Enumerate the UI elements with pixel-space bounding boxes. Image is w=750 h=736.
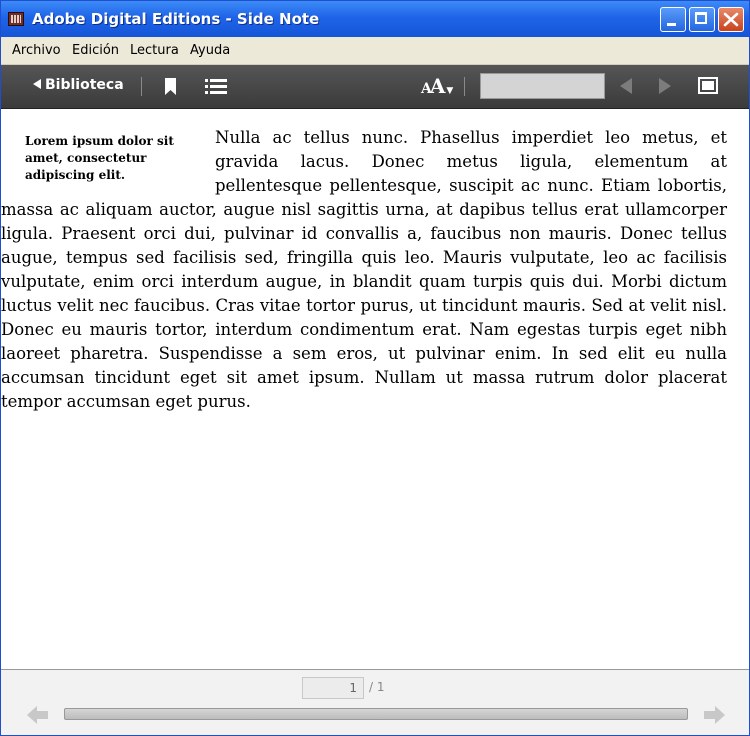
- body-paragraph: Nulla ac tellus nunc. Phasellus imperdiet leo metus, et gravida lacus. Donec metus ligula, elementum at pellentesque pellentesque, suscipit ac nunc. Etiam lobortis, massa ac aliquam auctor, augue nisl sagittis urna, at dapibus tellus erat ullamcorper ligula. Praesent orci dui, pulvinar id convallis a, faucibus non mauris. Donec tellus augue, tempus sed facilisis sed, fringilla quis leo. Mauris vulputate, leo ac facilisis vulputate, enim orci interdum augue, in blandit quam turpis quis dui. Morbi dictum luctus velit nec faucibus. Cras vitae tortor purus, ut tincidunt mauris. Sed at velit nisl. Donec eu mauris tortor, interdum condimentum erat. Nam egestas turpis eget nibh laoreet pharetra. Suspendisse a sem eros, ut pulvinar enim. In sed elit eu nulla accumsan tincidunt eget sit amet ipsum. Nullam ut massa rutrum dolor placerat tempor accumsan eget purus.: [1, 128, 727, 411]
- window-title: Adobe Digital Editions - Side Note: [32, 10, 320, 28]
- close-icon: [723, 12, 739, 27]
- list-icon[interactable]: [205, 79, 227, 94]
- menu-bar: [1, 37, 749, 65]
- font-size-icon[interactable]: AA ▼: [421, 74, 454, 98]
- page-navigation-footer: [1, 669, 749, 736]
- previous-page-arrow-icon[interactable]: [27, 706, 49, 724]
- page-number-input[interactable]: 1: [302, 677, 364, 699]
- menu-ayuda[interactable]: Ayuda: [190, 43, 231, 58]
- toolbar-divider: [141, 77, 142, 96]
- fullscreen-icon[interactable]: [698, 77, 718, 94]
- bookmark-icon[interactable]: [165, 78, 176, 95]
- next-page-icon[interactable]: [659, 78, 671, 94]
- search-input[interactable]: [480, 73, 605, 99]
- maximize-button[interactable]: [689, 7, 715, 32]
- library-button[interactable]: [33, 77, 124, 93]
- document-page: [1, 109, 749, 669]
- menu-edicion[interactable]: Edición: [72, 43, 120, 58]
- toolbar-divider: [464, 77, 465, 96]
- left-triangle-icon: [33, 79, 41, 89]
- library-label: Biblioteca: [45, 77, 124, 93]
- previous-page-icon[interactable]: [620, 78, 632, 94]
- page-total: / 1: [369, 680, 385, 694]
- app-icon[interactable]: [8, 12, 24, 26]
- side-note: Lorem ipsum dolor sit amet, consectetur adipiscing elit.: [25, 134, 174, 182]
- next-page-arrow-icon[interactable]: [703, 706, 725, 724]
- minimize-button[interactable]: [660, 7, 686, 32]
- title-bar[interactable]: [1, 1, 749, 37]
- reader-toolbar: [1, 65, 749, 109]
- menu-archivo[interactable]: Archivo: [12, 43, 61, 58]
- close-button[interactable]: [718, 7, 744, 32]
- reading-progress-slider[interactable]: [64, 708, 688, 720]
- menu-lectura[interactable]: Lectura: [130, 43, 179, 58]
